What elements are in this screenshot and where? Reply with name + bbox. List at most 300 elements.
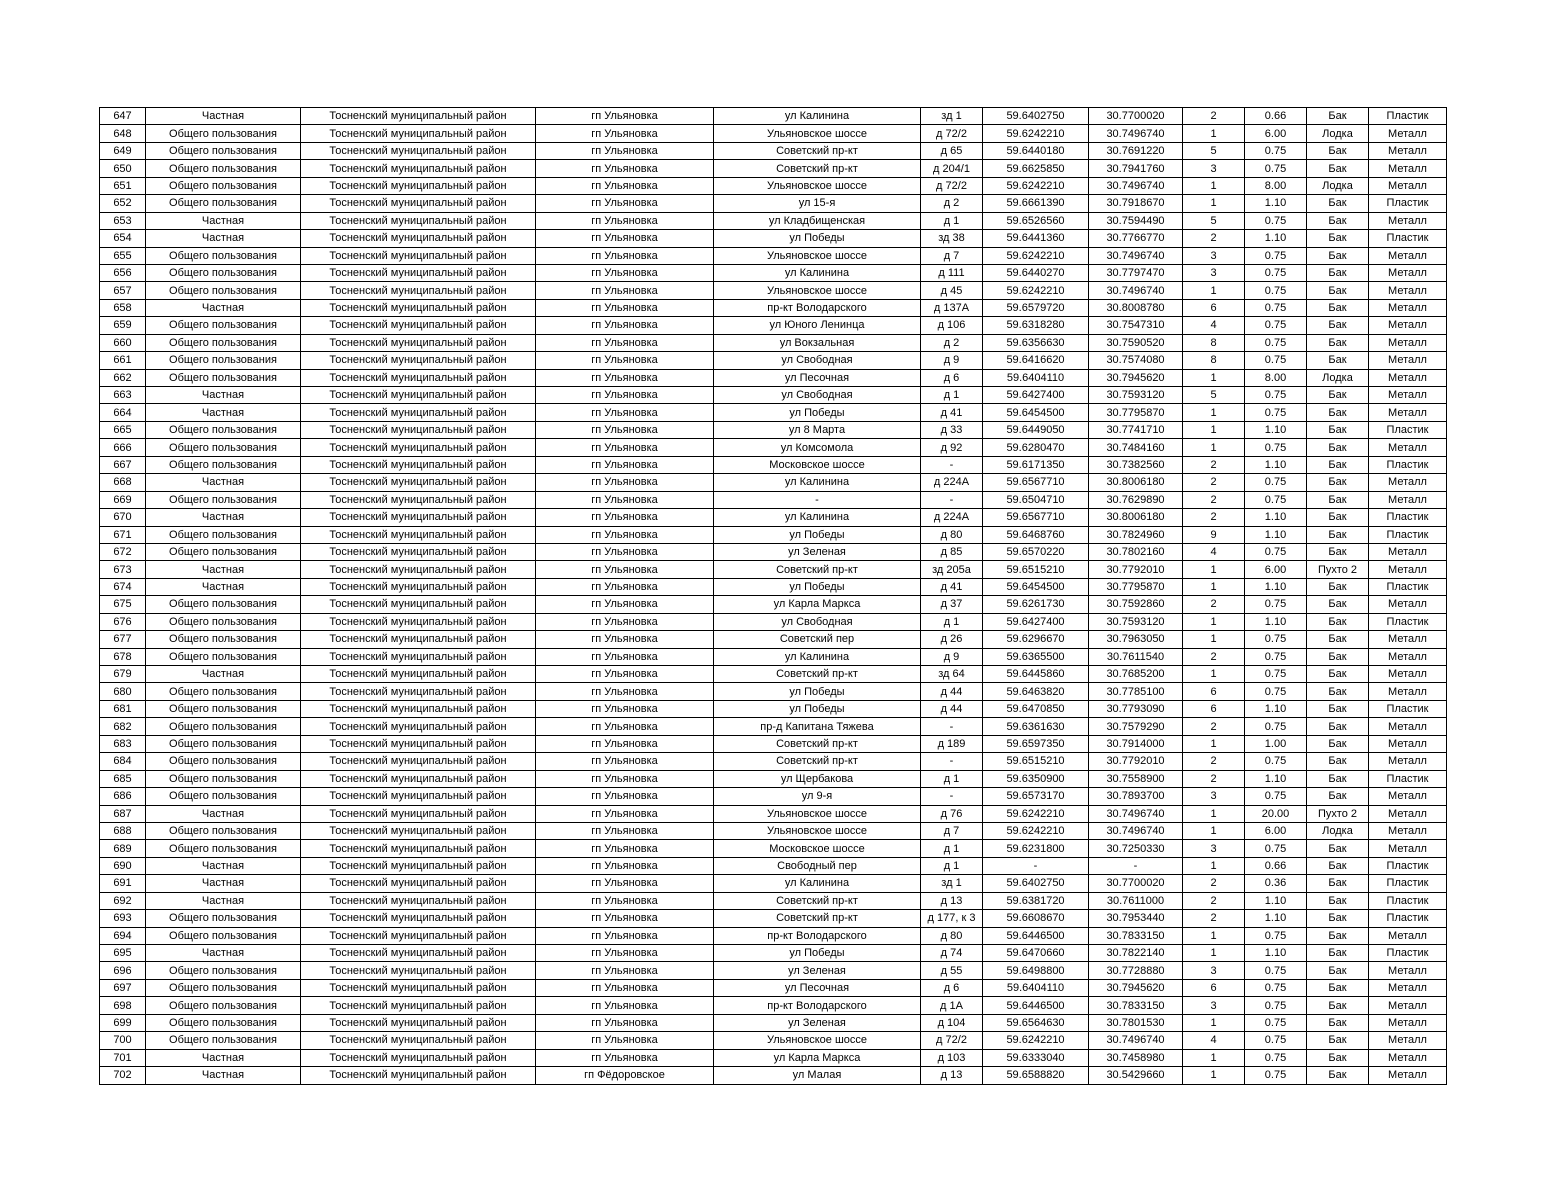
cell-settlement: гп Ульяновка xyxy=(536,230,714,247)
cell-street: ул Кладбищенская xyxy=(714,212,921,229)
table-row xyxy=(100,648,1447,665)
cell-type: Общего пользования xyxy=(146,421,301,438)
cell-material: Металл xyxy=(1369,474,1447,491)
cell-volume: 0.66 xyxy=(1245,857,1307,874)
cell-latitude: 59.6416620 xyxy=(983,352,1089,369)
cell-volume: 0.75 xyxy=(1245,683,1307,700)
cell-count: 2 xyxy=(1183,456,1245,473)
cell-count: 8 xyxy=(1183,334,1245,351)
cell-type: Общего пользования xyxy=(146,1032,301,1049)
cell-count: 1 xyxy=(1183,439,1245,456)
cell-district: Тосненский муниципальный район xyxy=(301,421,536,438)
cell-longitude: 30.7801530 xyxy=(1089,1014,1183,1031)
cell-count: 1 xyxy=(1183,1067,1245,1084)
cell-count: 1 xyxy=(1183,177,1245,194)
cell-district: Тосненский муниципальный район xyxy=(301,247,536,264)
cell-latitude: 59.6171350 xyxy=(983,456,1089,473)
table-row xyxy=(100,997,1447,1014)
cell-latitude: 59.6365500 xyxy=(983,648,1089,665)
cell-settlement: гп Ульяновка xyxy=(536,369,714,386)
cell-longitude: 30.7914000 xyxy=(1089,735,1183,752)
cell-number: 675 xyxy=(100,596,146,613)
cell-house: д 224А xyxy=(921,474,983,491)
cell-house: д 85 xyxy=(921,543,983,560)
cell-street: Ульяновское шоссе xyxy=(714,282,921,299)
cell-number: 650 xyxy=(100,160,146,177)
cell-street: ул Карла Маркса xyxy=(714,596,921,613)
cell-count: 1 xyxy=(1183,1014,1245,1031)
cell-latitude: 59.6440270 xyxy=(983,264,1089,281)
cell-container: Бак xyxy=(1307,840,1369,857)
cell-settlement: гп Ульяновка xyxy=(536,387,714,404)
table-row xyxy=(100,195,1447,212)
cell-latitude: 59.6597350 xyxy=(983,735,1089,752)
cell-material: Металл xyxy=(1369,997,1447,1014)
cell-street: Советский пр-кт xyxy=(714,666,921,683)
cell-material: Пластик xyxy=(1369,770,1447,787)
cell-house: - xyxy=(921,753,983,770)
cell-latitude: 59.6567710 xyxy=(983,509,1089,526)
cell-street: Советский пр-кт xyxy=(714,735,921,752)
cell-settlement: гп Ульяновка xyxy=(536,264,714,281)
cell-district: Тосненский муниципальный район xyxy=(301,997,536,1014)
cell-street: ул Победы xyxy=(714,526,921,543)
cell-house: д 104 xyxy=(921,1014,983,1031)
cell-count: 2 xyxy=(1183,491,1245,508)
cell-street: Московское шоссе xyxy=(714,840,921,857)
cell-settlement: гп Ульяновка xyxy=(536,142,714,159)
table-row xyxy=(100,700,1447,717)
cell-volume: 1.10 xyxy=(1245,526,1307,543)
cell-settlement: гп Ульяновка xyxy=(536,247,714,264)
cell-house: - xyxy=(921,718,983,735)
cell-number: 699 xyxy=(100,1014,146,1031)
cell-settlement: гп Фёдоровское xyxy=(536,1067,714,1084)
cell-street: Свободный пер xyxy=(714,857,921,874)
cell-count: 4 xyxy=(1183,543,1245,560)
cell-container: Бак xyxy=(1307,613,1369,630)
cell-count: 6 xyxy=(1183,700,1245,717)
cell-district: Тосненский муниципальный район xyxy=(301,474,536,491)
cell-count: 1 xyxy=(1183,195,1245,212)
cell-volume: 0.75 xyxy=(1245,596,1307,613)
cell-house: д 224А xyxy=(921,509,983,526)
table-row xyxy=(100,247,1447,264)
cell-longitude: 30.7728880 xyxy=(1089,962,1183,979)
cell-container: Бак xyxy=(1307,1049,1369,1066)
table-row xyxy=(100,1049,1447,1066)
cell-type: Частная xyxy=(146,1067,301,1084)
cell-volume: 0.75 xyxy=(1245,840,1307,857)
table-row xyxy=(100,561,1447,578)
cell-settlement: гп Ульяновка xyxy=(536,596,714,613)
table-row xyxy=(100,212,1447,229)
cell-container: Бак xyxy=(1307,421,1369,438)
cell-settlement: гп Ульяновка xyxy=(536,683,714,700)
cell-volume: 0.75 xyxy=(1245,387,1307,404)
table-row xyxy=(100,352,1447,369)
cell-house: д 2 xyxy=(921,334,983,351)
cell-longitude: 30.7795870 xyxy=(1089,578,1183,595)
cell-latitude: 59.6515210 xyxy=(983,753,1089,770)
cell-material: Пластик xyxy=(1369,195,1447,212)
cell-number: 666 xyxy=(100,439,146,456)
cell-type: Общего пользования xyxy=(146,962,301,979)
cell-number: 652 xyxy=(100,195,146,212)
cell-volume: 0.75 xyxy=(1245,247,1307,264)
table-row xyxy=(100,962,1447,979)
table-row xyxy=(100,875,1447,892)
table-row xyxy=(100,369,1447,386)
cell-number: 656 xyxy=(100,264,146,281)
cell-house: д 1А xyxy=(921,997,983,1014)
cell-type: Общего пользования xyxy=(146,613,301,630)
cell-type: Общего пользования xyxy=(146,927,301,944)
cell-material: Пластик xyxy=(1369,456,1447,473)
cell-district: Тосненский муниципальный район xyxy=(301,317,536,334)
cell-house: д 177, к 3 xyxy=(921,910,983,927)
cell-longitude: 30.7496740 xyxy=(1089,125,1183,142)
cell-count: 2 xyxy=(1183,108,1245,125)
cell-street: пр-кт Володарского xyxy=(714,299,921,316)
cell-volume: 0.75 xyxy=(1245,439,1307,456)
table-row xyxy=(100,1032,1447,1049)
cell-material: Металл xyxy=(1369,596,1447,613)
cell-district: Тосненский муниципальный район xyxy=(301,491,536,508)
table-row xyxy=(100,892,1447,909)
cell-container: Бак xyxy=(1307,543,1369,560)
cell-volume: 0.36 xyxy=(1245,875,1307,892)
cell-container: Бак xyxy=(1307,1067,1369,1084)
cell-settlement: гп Ульяновка xyxy=(536,509,714,526)
table-row xyxy=(100,526,1447,543)
cell-settlement: гп Ульяновка xyxy=(536,456,714,473)
cell-volume: 1.10 xyxy=(1245,613,1307,630)
cell-settlement: гп Ульяновка xyxy=(536,195,714,212)
cell-count: 2 xyxy=(1183,509,1245,526)
cell-material: Металл xyxy=(1369,979,1447,996)
cell-number: 653 xyxy=(100,212,146,229)
cell-count: 2 xyxy=(1183,753,1245,770)
cell-longitude: 30.7458980 xyxy=(1089,1049,1183,1066)
cell-settlement: гп Ульяновка xyxy=(536,526,714,543)
cell-type: Общего пользования xyxy=(146,1014,301,1031)
cell-material: Пластик xyxy=(1369,509,1447,526)
cell-container: Бак xyxy=(1307,1014,1369,1031)
cell-longitude: 30.7484160 xyxy=(1089,439,1183,456)
cell-house: д 45 xyxy=(921,282,983,299)
cell-number: 661 xyxy=(100,352,146,369)
cell-latitude: 59.6570220 xyxy=(983,543,1089,560)
cell-longitude: 30.8006180 xyxy=(1089,509,1183,526)
table-row xyxy=(100,770,1447,787)
cell-number: 676 xyxy=(100,613,146,630)
cell-material: Металл xyxy=(1369,439,1447,456)
cell-house: д 1 xyxy=(921,840,983,857)
cell-house: д 72/2 xyxy=(921,125,983,142)
cell-container: Бак xyxy=(1307,282,1369,299)
cell-house: д 6 xyxy=(921,369,983,386)
cell-street: ул Зеленая xyxy=(714,543,921,560)
table-body xyxy=(100,108,1447,1085)
cell-district: Тосненский муниципальный район xyxy=(301,631,536,648)
cell-settlement: гп Ульяновка xyxy=(536,770,714,787)
cell-material: Металл xyxy=(1369,753,1447,770)
cell-count: 3 xyxy=(1183,840,1245,857)
cell-district: Тосненский муниципальный район xyxy=(301,666,536,683)
cell-volume: 0.75 xyxy=(1245,352,1307,369)
cell-container: Бак xyxy=(1307,578,1369,595)
cell-latitude: 59.6333040 xyxy=(983,1049,1089,1066)
cell-longitude: 30.7797470 xyxy=(1089,264,1183,281)
cell-volume: 8.00 xyxy=(1245,369,1307,386)
table-row xyxy=(100,596,1447,613)
cell-street: Советский пр-кт xyxy=(714,160,921,177)
cell-street: ул Победы xyxy=(714,700,921,717)
table-row xyxy=(100,805,1447,822)
cell-settlement: гп Ульяновка xyxy=(536,979,714,996)
cell-number: 681 xyxy=(100,700,146,717)
cell-count: 2 xyxy=(1183,474,1245,491)
cell-house: д 13 xyxy=(921,892,983,909)
cell-number: 649 xyxy=(100,142,146,159)
table-row xyxy=(100,282,1447,299)
cell-district: Тосненский муниципальный район xyxy=(301,648,536,665)
cell-district: Тосненский муниципальный район xyxy=(301,788,536,805)
cell-latitude: 59.6404110 xyxy=(983,369,1089,386)
cell-latitude: 59.6564630 xyxy=(983,1014,1089,1031)
cell-volume: 0.75 xyxy=(1245,142,1307,159)
cell-settlement: гп Ульяновка xyxy=(536,491,714,508)
cell-street: ул 9-я xyxy=(714,788,921,805)
cell-street: ул Калинина xyxy=(714,509,921,526)
table-row xyxy=(100,439,1447,456)
cell-house: д 41 xyxy=(921,404,983,421)
cell-latitude: 59.6470660 xyxy=(983,945,1089,962)
cell-type: Частная xyxy=(146,945,301,962)
cell-number: 657 xyxy=(100,282,146,299)
cell-count: 8 xyxy=(1183,352,1245,369)
cell-settlement: гп Ульяновка xyxy=(536,317,714,334)
table-row xyxy=(100,683,1447,700)
cell-volume: 0.75 xyxy=(1245,631,1307,648)
cell-settlement: гп Ульяновка xyxy=(536,962,714,979)
cell-longitude: 30.7496740 xyxy=(1089,805,1183,822)
cell-latitude: 59.6498800 xyxy=(983,962,1089,979)
cell-volume: 0.75 xyxy=(1245,543,1307,560)
cell-type: Общего пользования xyxy=(146,456,301,473)
cell-district: Тосненский муниципальный район xyxy=(301,456,536,473)
cell-settlement: гп Ульяновка xyxy=(536,1032,714,1049)
cell-house: зд 205а xyxy=(921,561,983,578)
cell-longitude: 30.7824960 xyxy=(1089,526,1183,543)
cell-type: Общего пользования xyxy=(146,334,301,351)
cell-house: д 111 xyxy=(921,264,983,281)
cell-house: д 44 xyxy=(921,683,983,700)
table-row xyxy=(100,840,1447,857)
cell-district: Тосненский муниципальный район xyxy=(301,927,536,944)
cell-type: Общего пользования xyxy=(146,770,301,787)
cell-latitude: 59.6446500 xyxy=(983,927,1089,944)
table-row xyxy=(100,945,1447,962)
cell-number: 651 xyxy=(100,177,146,194)
cell-longitude: 30.7766770 xyxy=(1089,230,1183,247)
cell-volume: 0.75 xyxy=(1245,334,1307,351)
cell-count: 6 xyxy=(1183,979,1245,996)
table-row xyxy=(100,142,1447,159)
cell-district: Тосненский муниципальный район xyxy=(301,875,536,892)
cell-district: Тосненский муниципальный район xyxy=(301,195,536,212)
cell-material: Пластик xyxy=(1369,230,1447,247)
cell-number: 662 xyxy=(100,369,146,386)
cell-container: Бак xyxy=(1307,735,1369,752)
cell-latitude: 59.6242210 xyxy=(983,1032,1089,1049)
cell-longitude: 30.7611540 xyxy=(1089,648,1183,665)
cell-latitude: 59.6526560 xyxy=(983,212,1089,229)
cell-number: 674 xyxy=(100,578,146,595)
cell-number: 678 xyxy=(100,648,146,665)
table-row xyxy=(100,822,1447,839)
cell-material: Металл xyxy=(1369,177,1447,194)
cell-volume: 20.00 xyxy=(1245,805,1307,822)
cell-type: Общего пользования xyxy=(146,997,301,1014)
cell-count: 1 xyxy=(1183,404,1245,421)
cell-type: Общего пользования xyxy=(146,491,301,508)
cell-latitude: 59.6625850 xyxy=(983,160,1089,177)
cell-container: Бак xyxy=(1307,857,1369,874)
cell-count: 1 xyxy=(1183,282,1245,299)
cell-count: 6 xyxy=(1183,299,1245,316)
cell-street: ул Победы xyxy=(714,683,921,700)
cell-volume: 0.75 xyxy=(1245,927,1307,944)
cell-settlement: гп Ульяновка xyxy=(536,613,714,630)
cell-settlement: гп Ульяновка xyxy=(536,892,714,909)
table-row xyxy=(100,509,1447,526)
cell-house: д 1 xyxy=(921,770,983,787)
cell-count: 2 xyxy=(1183,875,1245,892)
table-row xyxy=(100,177,1447,194)
cell-settlement: гп Ульяновка xyxy=(536,543,714,560)
cell-street: ул 8 Марта xyxy=(714,421,921,438)
cell-district: Тосненский муниципальный район xyxy=(301,718,536,735)
cell-volume: 0.75 xyxy=(1245,282,1307,299)
cell-latitude: 59.6356630 xyxy=(983,334,1089,351)
cell-type: Частная xyxy=(146,578,301,595)
cell-container: Бак xyxy=(1307,631,1369,648)
cell-settlement: гп Ульяновка xyxy=(536,578,714,595)
table-row xyxy=(100,927,1447,944)
cell-type: Общего пользования xyxy=(146,317,301,334)
cell-settlement: гп Ульяновка xyxy=(536,177,714,194)
cell-number: 647 xyxy=(100,108,146,125)
cell-material: Пластик xyxy=(1369,578,1447,595)
cell-house: д 189 xyxy=(921,735,983,752)
table-row xyxy=(100,108,1447,125)
cell-container: Бак xyxy=(1307,404,1369,421)
cell-house: - xyxy=(921,491,983,508)
cell-district: Тосненский муниципальный район xyxy=(301,892,536,909)
cell-street: ул Комсомола xyxy=(714,439,921,456)
cell-container: Пухто 2 xyxy=(1307,561,1369,578)
cell-type: Общего пользования xyxy=(146,125,301,142)
cell-longitude: 30.7700020 xyxy=(1089,875,1183,892)
cell-longitude: 30.7594490 xyxy=(1089,212,1183,229)
cell-volume: 0.75 xyxy=(1245,264,1307,281)
cell-district: Тосненский муниципальный район xyxy=(301,805,536,822)
cell-street: Советский пер xyxy=(714,631,921,648)
table-row xyxy=(100,334,1447,351)
table-row xyxy=(100,456,1447,473)
cell-material: Пластик xyxy=(1369,875,1447,892)
cell-volume: 1.00 xyxy=(1245,735,1307,752)
cell-container: Бак xyxy=(1307,892,1369,909)
cell-volume: 1.10 xyxy=(1245,195,1307,212)
cell-number: 654 xyxy=(100,230,146,247)
cell-volume: 0.75 xyxy=(1245,404,1307,421)
cell-number: 687 xyxy=(100,805,146,822)
cell-number: 692 xyxy=(100,892,146,909)
cell-number: 686 xyxy=(100,788,146,805)
cell-material: Металл xyxy=(1369,927,1447,944)
cell-longitude: 30.7496740 xyxy=(1089,177,1183,194)
cell-latitude: 59.6242210 xyxy=(983,247,1089,264)
cell-street: ул Вокзальная xyxy=(714,334,921,351)
cell-volume: 0.75 xyxy=(1245,979,1307,996)
cell-container: Бак xyxy=(1307,700,1369,717)
cell-container: Бак xyxy=(1307,997,1369,1014)
cell-volume: 1.10 xyxy=(1245,700,1307,717)
cell-material: Металл xyxy=(1369,125,1447,142)
cell-material: Металл xyxy=(1369,160,1447,177)
cell-count: 1 xyxy=(1183,578,1245,595)
cell-latitude: 59.6261730 xyxy=(983,596,1089,613)
cell-number: 671 xyxy=(100,526,146,543)
cell-street: ул Малая xyxy=(714,1067,921,1084)
cell-house: д 137А xyxy=(921,299,983,316)
cell-container: Бак xyxy=(1307,666,1369,683)
cell-longitude: 30.7918670 xyxy=(1089,195,1183,212)
cell-street: ул Калинина xyxy=(714,648,921,665)
cell-longitude: 30.7496740 xyxy=(1089,1032,1183,1049)
cell-longitude: 30.7792010 xyxy=(1089,753,1183,770)
cell-number: 655 xyxy=(100,247,146,264)
cell-street: ул Песочная xyxy=(714,369,921,386)
table-row xyxy=(100,491,1447,508)
cell-district: Тосненский муниципальный район xyxy=(301,910,536,927)
cell-district: Тосненский муниципальный район xyxy=(301,1067,536,1084)
cell-container: Пухто 2 xyxy=(1307,805,1369,822)
cell-street: ул Песочная xyxy=(714,979,921,996)
cell-material: Металл xyxy=(1369,404,1447,421)
cell-volume: 6.00 xyxy=(1245,822,1307,839)
cell-longitude: 30.7953440 xyxy=(1089,910,1183,927)
cell-latitude: 59.6242210 xyxy=(983,125,1089,142)
cell-house: д 6 xyxy=(921,979,983,996)
cell-material: Металл xyxy=(1369,264,1447,281)
cell-district: Тосненский муниципальный район xyxy=(301,962,536,979)
cell-container: Бак xyxy=(1307,387,1369,404)
cell-count: 6 xyxy=(1183,683,1245,700)
table-row xyxy=(100,299,1447,316)
cell-container: Бак xyxy=(1307,491,1369,508)
cell-number: 670 xyxy=(100,509,146,526)
cell-street: Советский пр-кт xyxy=(714,561,921,578)
cell-count: 1 xyxy=(1183,631,1245,648)
cell-container: Бак xyxy=(1307,910,1369,927)
cell-longitude: 30.7741710 xyxy=(1089,421,1183,438)
cell-number: 677 xyxy=(100,631,146,648)
cell-container: Бак xyxy=(1307,770,1369,787)
